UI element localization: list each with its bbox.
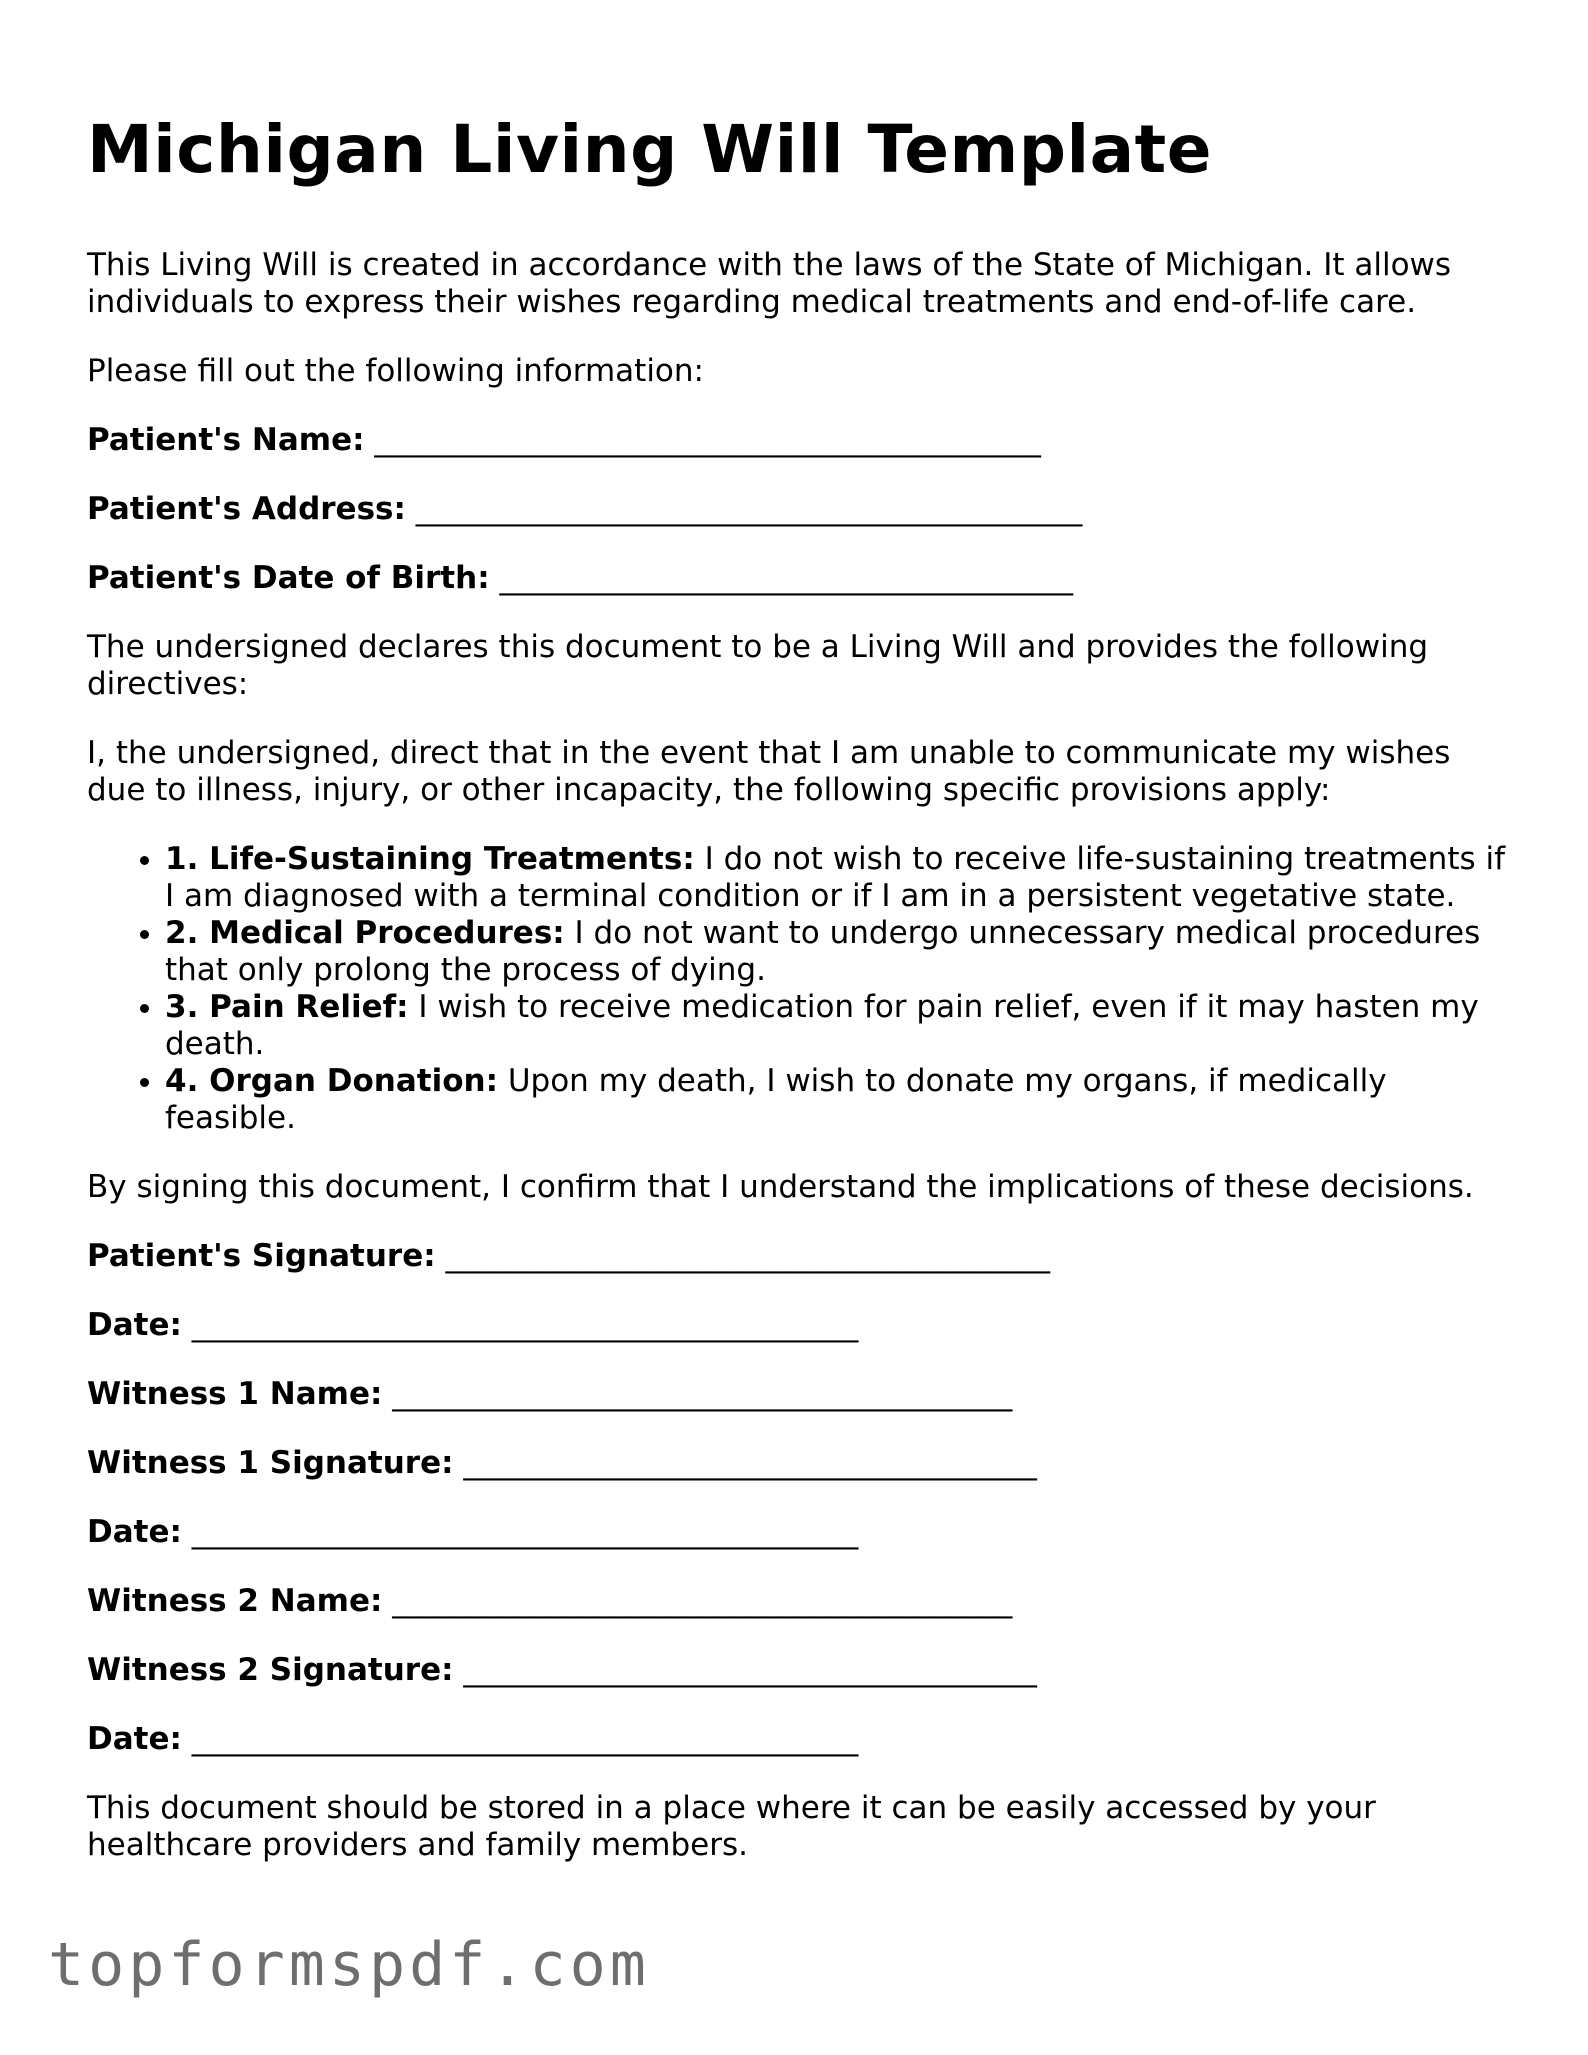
patient-dob-field[interactable] (87, 560, 1507, 597)
field-blank[interactable]: _____________________________________ (463, 1445, 1037, 1481)
field-label: Patient's Address: (87, 491, 406, 527)
provision-term: 4. Organ Donation: (165, 1063, 498, 1099)
field-label: Witness 1 Signature: (87, 1445, 454, 1481)
field-blank[interactable]: _______________________________________ (445, 1238, 1050, 1274)
field-label: Patient's Name: (87, 422, 365, 458)
list-item (165, 841, 1507, 915)
witness-1-name-field[interactable] (87, 1376, 1507, 1413)
witness-1-signature-field[interactable] (87, 1445, 1507, 1482)
list-item (165, 989, 1507, 1063)
witness-2-date-field[interactable] (87, 1721, 1507, 1758)
declaration-paragraph: The undersigned declares this document to be a Living Will and provides the following directives: (87, 629, 1429, 702)
page-title: Michigan Living Will Template (87, 111, 1212, 188)
field-label: Date: (87, 1721, 182, 1757)
field-blank[interactable]: ________________________________________ (392, 1583, 1013, 1619)
patient-name-field[interactable] (87, 422, 1507, 459)
provision-text: I do not want to undergo unnecessary medical procedures that only prolong the process of dying. (165, 915, 1481, 988)
provision-term: 2. Medical Procedures: (165, 915, 565, 951)
fill-prompt: Please fill out the following information: (87, 353, 704, 389)
witness-1-date-field[interactable] (87, 1514, 1507, 1551)
field-label: Witness 1 Name: (87, 1376, 383, 1412)
patient-address-field[interactable] (87, 491, 1507, 528)
witness-2-name-field[interactable] (87, 1583, 1507, 1620)
provision-text: I do not wish to receive life-sustaining treatments if I am diagnosed with a terminal condition or if I am in a persistent vegetative state. (165, 841, 1506, 914)
field-blank[interactable]: ___________________________________________ (415, 491, 1083, 527)
storage-note: This document should be stored in a place where it can be easily accessed by your healthcare providers and family members. (87, 1790, 1376, 1863)
witness-2-signature-field[interactable] (87, 1652, 1507, 1689)
field-blank[interactable]: ___________________________________________ (191, 1307, 859, 1343)
patient-date-field[interactable] (87, 1307, 1507, 1344)
provision-term: 1. Life-Sustaining Treatments: (165, 841, 695, 877)
document-page (87, 105, 1507, 1896)
confirmation-paragraph: By signing this document, I confirm that I understand the implications of these decisions. (87, 1169, 1474, 1205)
provision-term: 3. Pain Relief: (165, 989, 409, 1025)
field-label: Patient's Signature: (87, 1238, 436, 1274)
field-label: Witness 2 Name: (87, 1583, 383, 1619)
field-label: Date: (87, 1307, 182, 1343)
directive-intro-paragraph: I, the undersigned, direct that in the event that I am unable to communicate my wishes due to illness, injury, or other incapacity, the following specific provisions apply: (87, 735, 1451, 808)
field-label: Patient's Date of Birth: (87, 560, 490, 596)
provision-text: Upon my death, I wish to donate my organs, if medically feasible. (165, 1063, 1387, 1136)
field-blank[interactable]: ___________________________________________ (191, 1514, 859, 1550)
patient-signature-field[interactable] (87, 1238, 1507, 1275)
provisions-list (87, 841, 1507, 1137)
list-item (165, 1063, 1507, 1137)
field-label: Witness 2 Signature: (87, 1652, 454, 1688)
provision-text: I wish to receive medication for pain relief, even if it may hasten my death. (165, 989, 1479, 1062)
field-blank[interactable]: ___________________________________________ (191, 1721, 859, 1757)
field-blank[interactable]: _____________________________________ (463, 1652, 1037, 1688)
list-item (165, 915, 1507, 989)
field-blank[interactable]: ________________________________________ (392, 1376, 1013, 1412)
field-label: Date: (87, 1514, 182, 1550)
field-blank[interactable]: ___________________________________________ (374, 422, 1041, 458)
field-blank[interactable]: _____________________________________ (499, 560, 1073, 596)
intro-paragraph: This Living Will is created in accordance with the laws of the State of Michigan. It allows individuals to express their wishes regarding medical treatments and end-of-life care. (87, 247, 1452, 320)
watermark: topformspdf.com (48, 1930, 650, 2000)
